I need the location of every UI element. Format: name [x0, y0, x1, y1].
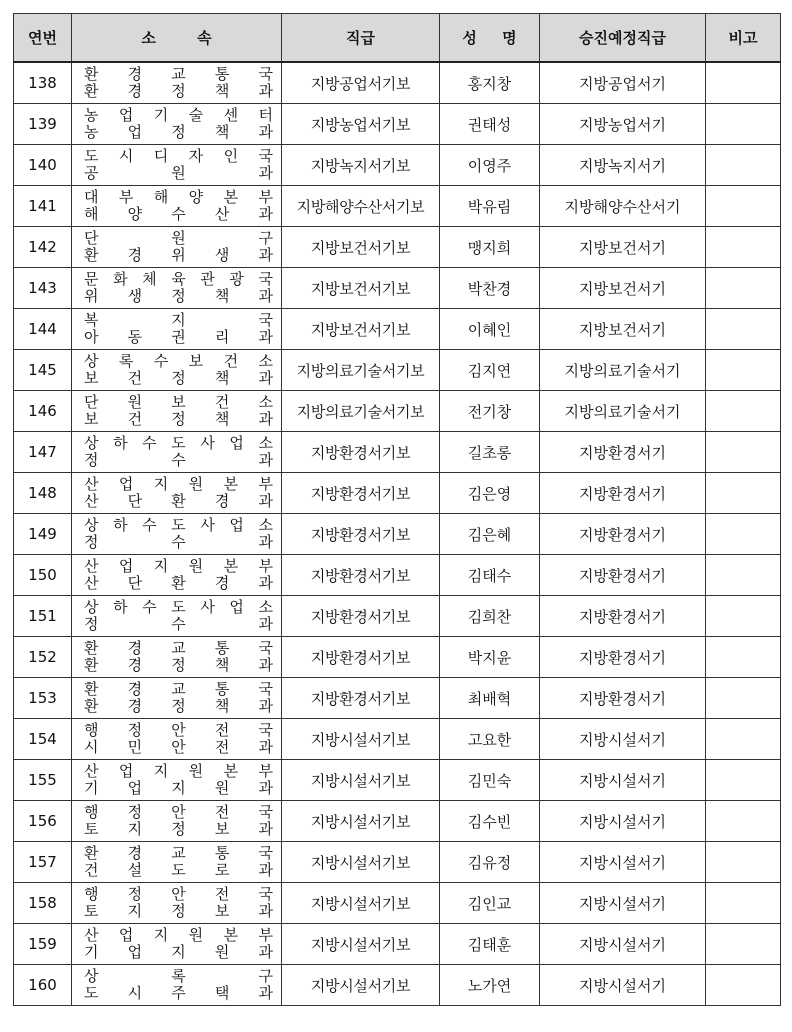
- cell-name: 김태수: [440, 555, 540, 596]
- cell-note: [706, 596, 781, 637]
- cell-dept: [72, 186, 282, 227]
- cell-name: 맹지희: [440, 227, 540, 268]
- cell-promo: 지방농업서기: [540, 104, 706, 145]
- cell-dept: [72, 391, 282, 432]
- table-row: [14, 268, 781, 309]
- cell-grade: 지방환경서기보: [282, 473, 440, 514]
- cell-note: [706, 309, 781, 350]
- dept-line: 상 록 수 보 건 소: [84, 352, 273, 370]
- cell-dept: [72, 965, 282, 1006]
- dept-line: 환 경 교 통 국: [84, 844, 273, 862]
- cell-dept: [72, 473, 282, 514]
- cell-grade: 지방시설서기보: [282, 965, 440, 1006]
- cell-grade: 지방환경서기보: [282, 678, 440, 719]
- cell-note: [706, 350, 781, 391]
- cell-no: 154: [14, 719, 72, 760]
- dept-line: 아 동 권 리 과: [84, 328, 273, 346]
- cell-no: 142: [14, 227, 72, 268]
- table-row: [14, 883, 781, 924]
- cell-dept: [72, 760, 282, 801]
- dept-line: 상 하 수 도 사 업 소: [84, 434, 273, 452]
- cell-grade: 지방시설서기보: [282, 760, 440, 801]
- cell-no: 148: [14, 473, 72, 514]
- cell-note: [706, 719, 781, 760]
- dept-line: 산 단 환 경 과: [84, 492, 273, 510]
- cell-promo: 지방시설서기: [540, 924, 706, 965]
- cell-grade: 지방환경서기보: [282, 555, 440, 596]
- cell-name: 노가연: [440, 965, 540, 1006]
- dept-line: 환 경 교 통 국: [84, 65, 273, 83]
- dept-line: 농 업 정 책 과: [84, 123, 273, 141]
- dept-line: 산 업 지 원 본 부: [84, 475, 273, 493]
- table-body: [14, 62, 781, 1006]
- cell-note: [706, 473, 781, 514]
- cell-note: [706, 842, 781, 883]
- cell-no: 159: [14, 924, 72, 965]
- cell-grade: 지방시설서기보: [282, 883, 440, 924]
- cell-promo: 지방환경서기: [540, 596, 706, 637]
- promotion-table: [13, 13, 781, 1006]
- cell-note: [706, 145, 781, 186]
- table-row: [14, 637, 781, 678]
- cell-note: [706, 227, 781, 268]
- cell-promo: 지방환경서기: [540, 432, 706, 473]
- cell-no: 144: [14, 309, 72, 350]
- dept-line: 토 지 정 보 과: [84, 902, 273, 920]
- cell-grade: 지방의료기술서기보: [282, 350, 440, 391]
- cell-name: 김지연: [440, 350, 540, 391]
- cell-grade: 지방환경서기보: [282, 514, 440, 555]
- header-promo: 승진예정직급: [540, 14, 706, 63]
- cell-name: 김태훈: [440, 924, 540, 965]
- cell-no: 151: [14, 596, 72, 637]
- header-name-label: 성 명: [462, 29, 527, 47]
- cell-name: 박유림: [440, 186, 540, 227]
- cell-promo: 지방의료기술서기: [540, 391, 706, 432]
- table-row: [14, 186, 781, 227]
- cell-note: [706, 432, 781, 473]
- cell-no: 160: [14, 965, 72, 1006]
- cell-name: 김유정: [440, 842, 540, 883]
- cell-grade: 지방환경서기보: [282, 596, 440, 637]
- cell-dept: [72, 62, 282, 104]
- header-note: 비고: [706, 14, 781, 63]
- dept-line: 공 원 과: [84, 164, 273, 182]
- cell-no: 153: [14, 678, 72, 719]
- cell-dept: [72, 924, 282, 965]
- cell-name: 권태성: [440, 104, 540, 145]
- dept-line: 산 업 지 원 본 부: [84, 557, 273, 575]
- table-row: [14, 596, 781, 637]
- cell-name: 김은영: [440, 473, 540, 514]
- cell-name: 홍지창: [440, 62, 540, 104]
- table-row: [14, 62, 781, 104]
- cell-name: 최배혁: [440, 678, 540, 719]
- cell-no: 141: [14, 186, 72, 227]
- dept-line: 행 정 안 전 국: [84, 721, 273, 739]
- dept-line: 보 건 정 책 과: [84, 410, 273, 428]
- cell-promo: 지방의료기술서기: [540, 350, 706, 391]
- table-row: [14, 719, 781, 760]
- cell-dept: [72, 227, 282, 268]
- cell-dept: [72, 350, 282, 391]
- cell-name: 박찬경: [440, 268, 540, 309]
- cell-no: 147: [14, 432, 72, 473]
- cell-dept: [72, 309, 282, 350]
- cell-promo: 지방환경서기: [540, 514, 706, 555]
- cell-promo: 지방환경서기: [540, 473, 706, 514]
- cell-no: 140: [14, 145, 72, 186]
- cell-no: 155: [14, 760, 72, 801]
- cell-dept: [72, 637, 282, 678]
- cell-promo: 지방환경서기: [540, 678, 706, 719]
- dept-line: 산 업 지 원 본 부: [84, 762, 273, 780]
- cell-promo: 지방시설서기: [540, 842, 706, 883]
- dept-line: 환 경 정 책 과: [84, 656, 273, 674]
- cell-dept: [72, 145, 282, 186]
- cell-name: 전기창: [440, 391, 540, 432]
- cell-note: [706, 637, 781, 678]
- dept-line: 해 양 수 산 과: [84, 205, 273, 223]
- cell-dept: [72, 678, 282, 719]
- dept-line: 대 부 해 양 본 부: [84, 188, 273, 206]
- table-row: [14, 391, 781, 432]
- cell-grade: 지방시설서기보: [282, 842, 440, 883]
- dept-line: 산 업 지 원 본 부: [84, 926, 273, 944]
- cell-note: [706, 924, 781, 965]
- table-row: [14, 432, 781, 473]
- cell-note: [706, 186, 781, 227]
- cell-no: 145: [14, 350, 72, 391]
- dept-line: 위 생 정 책 과: [84, 287, 273, 305]
- table-row: [14, 145, 781, 186]
- cell-name: 김민숙: [440, 760, 540, 801]
- dept-line: 보 건 정 책 과: [84, 369, 273, 387]
- dept-line: 기 업 지 원 과: [84, 779, 273, 797]
- cell-name: 이영주: [440, 145, 540, 186]
- cell-promo: 지방시설서기: [540, 719, 706, 760]
- cell-note: [706, 268, 781, 309]
- cell-grade: 지방시설서기보: [282, 924, 440, 965]
- dept-line: 환 경 정 책 과: [84, 697, 273, 715]
- cell-dept: [72, 104, 282, 145]
- dept-line: 환 경 교 통 국: [84, 680, 273, 698]
- cell-name: 박지윤: [440, 637, 540, 678]
- cell-name: 길초롱: [440, 432, 540, 473]
- table-row: [14, 104, 781, 145]
- table-row: [14, 514, 781, 555]
- dept-line: 정 수 과: [84, 533, 273, 551]
- dept-line: 도 시 주 택 과: [84, 984, 273, 1002]
- cell-promo: 지방보건서기: [540, 227, 706, 268]
- dept-line: 건 설 도 로 과: [84, 861, 273, 879]
- cell-grade: 지방시설서기보: [282, 719, 440, 760]
- dept-line: 정 수 과: [84, 615, 273, 633]
- cell-grade: 지방의료기술서기보: [282, 391, 440, 432]
- cell-promo: 지방보건서기: [540, 309, 706, 350]
- header-row: [14, 14, 781, 63]
- cell-promo: 지방시설서기: [540, 760, 706, 801]
- header-no: 연번: [14, 14, 72, 63]
- cell-note: [706, 883, 781, 924]
- cell-grade: 지방환경서기보: [282, 432, 440, 473]
- table-row: [14, 350, 781, 391]
- header-dept: [72, 14, 282, 63]
- dept-line: 기 업 지 원 과: [84, 943, 273, 961]
- dept-line: 상 하 수 도 사 업 소: [84, 598, 273, 616]
- cell-note: [706, 801, 781, 842]
- table-row: [14, 965, 781, 1006]
- cell-promo: 지방녹지서기: [540, 145, 706, 186]
- cell-no: 139: [14, 104, 72, 145]
- cell-no: 157: [14, 842, 72, 883]
- cell-no: 158: [14, 883, 72, 924]
- cell-grade: 지방보건서기보: [282, 309, 440, 350]
- cell-no: 152: [14, 637, 72, 678]
- dept-line: 토 지 정 보 과: [84, 820, 273, 838]
- cell-grade: 지방공업서기보: [282, 62, 440, 104]
- cell-grade: 지방농업서기보: [282, 104, 440, 145]
- cell-no: 138: [14, 62, 72, 104]
- table-row: [14, 227, 781, 268]
- cell-promo: 지방시설서기: [540, 883, 706, 924]
- cell-no: 146: [14, 391, 72, 432]
- cell-no: 156: [14, 801, 72, 842]
- dept-line: 행 정 안 전 국: [84, 803, 273, 821]
- table-row: [14, 309, 781, 350]
- table-row: [14, 760, 781, 801]
- cell-grade: 지방시설서기보: [282, 801, 440, 842]
- cell-grade: 지방환경서기보: [282, 637, 440, 678]
- dept-line: 시 민 안 전 과: [84, 738, 273, 756]
- cell-dept: [72, 801, 282, 842]
- cell-name: 김인교: [440, 883, 540, 924]
- cell-grade: 지방녹지서기보: [282, 145, 440, 186]
- dept-line: 정 수 과: [84, 451, 273, 469]
- dept-line: 단 원 구: [84, 229, 273, 247]
- dept-line: 환 경 교 통 국: [84, 639, 273, 657]
- cell-note: [706, 104, 781, 145]
- cell-grade: 지방보건서기보: [282, 227, 440, 268]
- cell-promo: 지방해양수산서기: [540, 186, 706, 227]
- cell-dept: [72, 883, 282, 924]
- dept-line: 환 경 정 책 과: [84, 82, 273, 100]
- dept-line: 복 지 국: [84, 311, 273, 329]
- dept-line: 상 하 수 도 사 업 소: [84, 516, 273, 534]
- cell-promo: 지방환경서기: [540, 555, 706, 596]
- header-grade: 직급: [282, 14, 440, 63]
- dept-line: 산 단 환 경 과: [84, 574, 273, 592]
- cell-dept: [72, 719, 282, 760]
- dept-line: 단 원 보 건 소: [84, 393, 273, 411]
- cell-note: [706, 62, 781, 104]
- cell-promo: 지방공업서기: [540, 62, 706, 104]
- header-dept-label: 소 속: [141, 29, 230, 47]
- dept-line: 환 경 위 생 과: [84, 246, 273, 264]
- cell-no: 143: [14, 268, 72, 309]
- table-row: [14, 473, 781, 514]
- cell-no: 149: [14, 514, 72, 555]
- cell-note: [706, 760, 781, 801]
- cell-note: [706, 514, 781, 555]
- cell-name: 김희찬: [440, 596, 540, 637]
- header-name: [440, 14, 540, 63]
- cell-name: 김은혜: [440, 514, 540, 555]
- cell-dept: [72, 268, 282, 309]
- cell-grade: 지방해양수산서기보: [282, 186, 440, 227]
- dept-line: 농 업 기 술 센 터: [84, 106, 273, 124]
- cell-name: 이혜인: [440, 309, 540, 350]
- cell-dept: [72, 514, 282, 555]
- dept-line: 상 록 구: [84, 967, 273, 985]
- dept-line: 문 화 체 육 관 광 국: [84, 270, 273, 288]
- dept-line: 도 시 디 자 인 국: [84, 147, 273, 165]
- cell-dept: [72, 432, 282, 473]
- cell-no: 150: [14, 555, 72, 596]
- cell-promo: 지방시설서기: [540, 965, 706, 1006]
- dept-line: 행 정 안 전 국: [84, 885, 273, 903]
- table-row: [14, 555, 781, 596]
- cell-note: [706, 678, 781, 719]
- cell-name: 김수빈: [440, 801, 540, 842]
- table-row: [14, 924, 781, 965]
- table-row: [14, 678, 781, 719]
- cell-promo: 지방시설서기: [540, 801, 706, 842]
- cell-note: [706, 555, 781, 596]
- cell-promo: 지방보건서기: [540, 268, 706, 309]
- cell-note: [706, 965, 781, 1006]
- cell-dept: [72, 555, 282, 596]
- cell-name: 고요한: [440, 719, 540, 760]
- table-row: [14, 801, 781, 842]
- table-row: [14, 842, 781, 883]
- cell-promo: 지방환경서기: [540, 637, 706, 678]
- cell-note: [706, 391, 781, 432]
- cell-dept: [72, 596, 282, 637]
- cell-grade: 지방보건서기보: [282, 268, 440, 309]
- cell-dept: [72, 842, 282, 883]
